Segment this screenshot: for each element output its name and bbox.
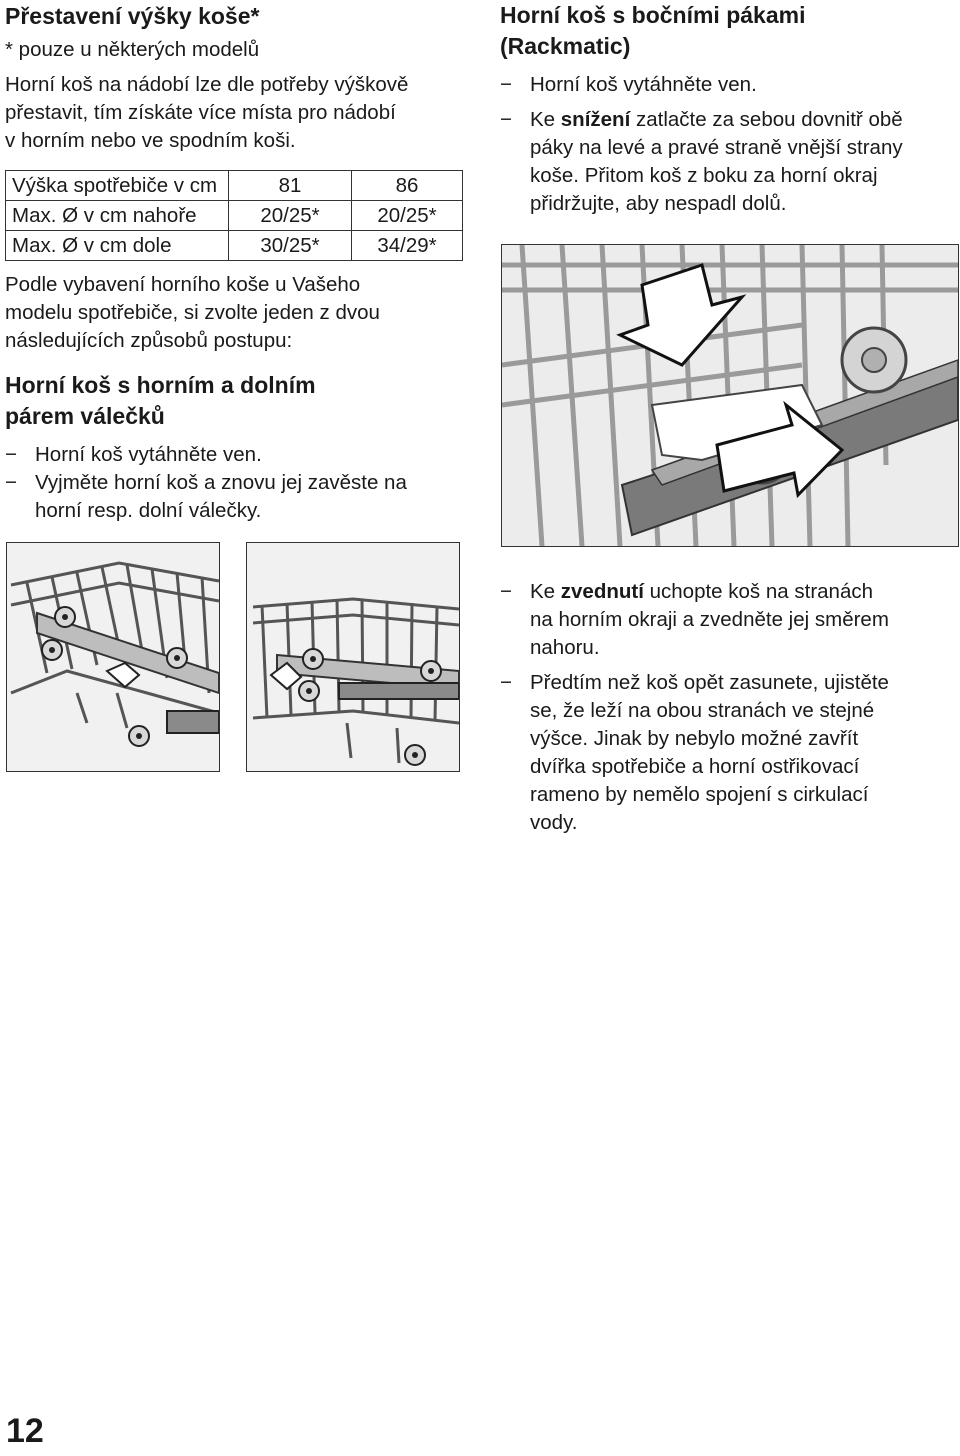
table-cell: Max. Ø v cm nahoře bbox=[6, 201, 229, 231]
dash-bullet: − bbox=[500, 73, 512, 96]
step-line: vody. bbox=[530, 811, 578, 834]
note-line: Podle vybavení horního koše u Vašeho bbox=[5, 273, 361, 296]
rackmatic-diagram bbox=[502, 245, 958, 546]
dash-bullet: − bbox=[5, 471, 17, 494]
dash-bullet: − bbox=[500, 108, 512, 131]
footnote: * pouze u některých modelů bbox=[5, 38, 260, 61]
title-line: párem válečků bbox=[5, 403, 165, 429]
step-item bbox=[5, 469, 465, 525]
note-line: modelu spotřebiče, si zvolte jeden z dvou bbox=[5, 301, 380, 324]
table-cell: 34/29* bbox=[352, 231, 463, 261]
title-line: Horní koš s horním a dolním bbox=[5, 372, 316, 398]
step-item bbox=[500, 669, 960, 837]
title-line: (Rackmatic) bbox=[500, 33, 631, 59]
table-cell: 20/25* bbox=[352, 201, 463, 231]
note-line: následujících způsobů postupu: bbox=[5, 329, 293, 352]
dash-bullet: − bbox=[500, 580, 512, 603]
rackmatic-lever-illustration bbox=[501, 244, 959, 547]
page-number: 12 bbox=[6, 1412, 44, 1450]
dash-bullet: − bbox=[500, 671, 512, 694]
step-text bbox=[35, 469, 407, 525]
step-text: Horní koš vytáhněte ven. bbox=[35, 443, 262, 466]
emphasis-lower: snížení bbox=[560, 108, 631, 131]
table-cell: Max. Ø v cm dole bbox=[6, 231, 229, 261]
text-run: uchopte koš na stranách bbox=[643, 580, 874, 603]
table-header-row bbox=[6, 171, 463, 201]
step-line: se, že leží na obou stranách ve stejné bbox=[530, 699, 875, 722]
table-cell: 81 bbox=[229, 171, 352, 201]
table-row bbox=[6, 231, 463, 261]
step-line bbox=[530, 578, 889, 606]
section-title-rollers bbox=[5, 370, 316, 432]
table-cell: Výška spotřebiče v cm bbox=[6, 171, 229, 201]
step-text bbox=[530, 669, 889, 837]
step-text bbox=[530, 106, 903, 218]
table-row bbox=[6, 201, 463, 231]
step-line: dvířka spotřebiče a horní ostřikovací bbox=[530, 755, 860, 778]
emphasis-raise: zvednutí bbox=[560, 580, 644, 603]
step-line: výšce. Jinak by nebylo možné zavřít bbox=[530, 727, 859, 750]
step-item bbox=[500, 106, 960, 218]
step-line: na horním okraji a zvedněte jej směrem bbox=[530, 608, 889, 631]
intro-paragraph bbox=[5, 71, 408, 155]
basket-lower-rollers-illustration bbox=[246, 542, 460, 772]
basket-upper-rollers-illustration bbox=[6, 542, 220, 772]
step-line: nahoru. bbox=[530, 636, 600, 659]
text-run: zatlačte za sebou dovnitř obě bbox=[630, 108, 903, 131]
dimensions-table bbox=[5, 170, 463, 261]
step-text bbox=[530, 578, 889, 662]
dash-bullet: − bbox=[5, 443, 17, 466]
table-cell: 86 bbox=[352, 171, 463, 201]
step-line bbox=[530, 106, 903, 134]
step-line: páky na levé a pravé straně vnější strany bbox=[530, 136, 903, 159]
basket-diagram-lower bbox=[247, 543, 459, 771]
intro-line: Horní koš na nádobí lze dle potřeby výškově bbox=[5, 73, 409, 96]
section-title-rackmatic bbox=[500, 0, 805, 62]
step-line: přidržujte, aby nespadl dolů. bbox=[530, 192, 787, 215]
intro-line: v horním nebo ve spodním koši. bbox=[5, 129, 296, 152]
step-item bbox=[500, 71, 960, 99]
step-line: koše. Přitom koš z boku za horní okraj bbox=[530, 164, 878, 187]
step-item bbox=[5, 441, 465, 469]
intro-line: přestavit, tím získáte více místa pro nádobí bbox=[5, 101, 396, 124]
selection-note bbox=[5, 271, 380, 355]
step-text: Horní koš vytáhněte ven. bbox=[530, 73, 757, 96]
step-line: horní resp. dolní válečky. bbox=[35, 499, 262, 522]
table-cell: 30/25* bbox=[229, 231, 352, 261]
text-run: Ke bbox=[530, 108, 561, 131]
text-run: Ke bbox=[530, 580, 561, 603]
step-line: Předtím než koš opět zasunete, ujistěte bbox=[530, 671, 889, 694]
title-line: Horní koš s bočními pákami bbox=[500, 2, 806, 28]
basket-diagram-upper bbox=[7, 543, 219, 771]
step-line: Vyjměte horní koš a znovu jej zavěste na bbox=[35, 471, 407, 494]
step-item bbox=[500, 578, 960, 662]
table-cell: 20/25* bbox=[229, 201, 352, 231]
step-line: rameno by nemělo spojení s cirkulací bbox=[530, 783, 869, 806]
section-title-height-adjust: Přestavení výšky koše* bbox=[5, 3, 260, 29]
